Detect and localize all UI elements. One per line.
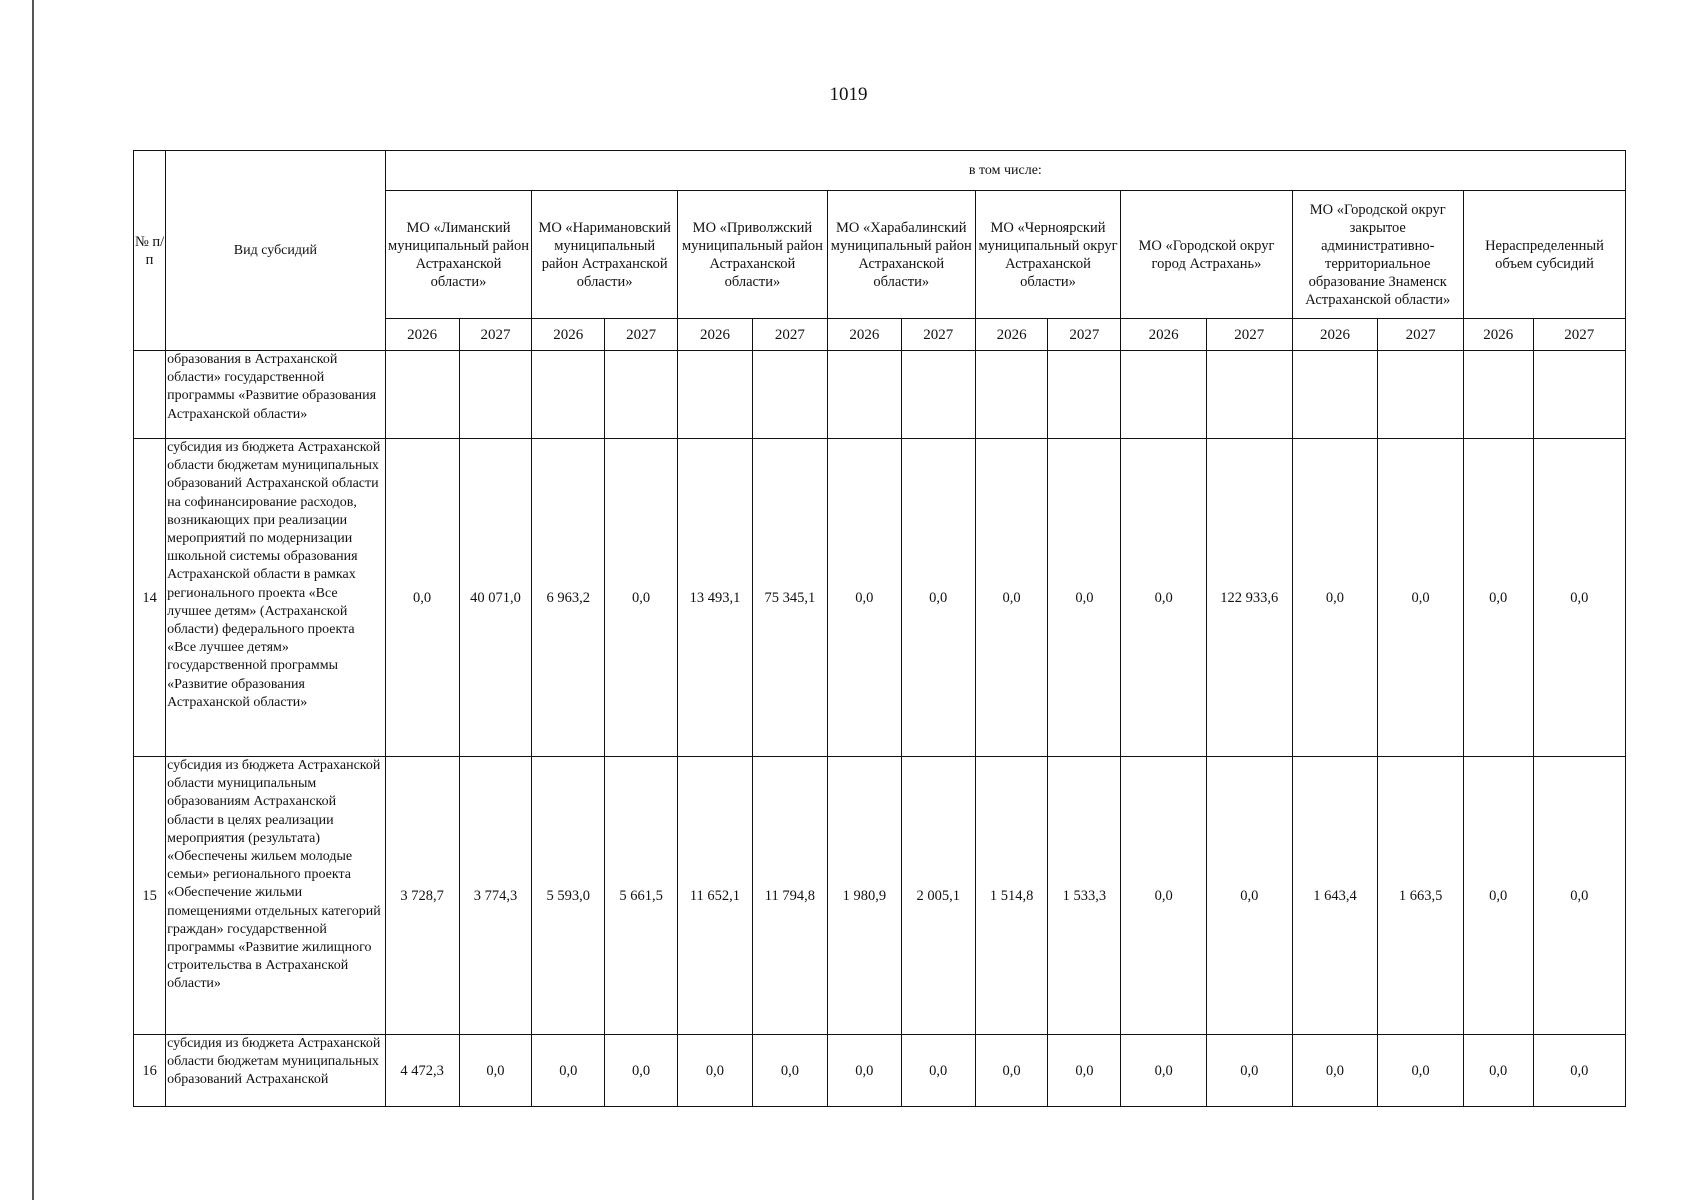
row-description: субсидия из бюджета Астраханской области муниципальным образованиям Астраханской области в целях реализации мероприятия (результата) «Обеспечены жильем молодые семьи» регионального проекта «Обеспечение жильми помещениями отдельных категорий граждан» государственной программы «Развитие жилищного строительства в Астраханской области» xyxy=(166,757,386,1035)
value-cell: 2 005,1 xyxy=(901,757,975,1035)
value-cell: 13 493,1 xyxy=(677,439,752,757)
year-header: 2026 xyxy=(1121,319,1207,351)
value-cell: 0,0 xyxy=(1121,439,1207,757)
value-cell: 1 533,3 xyxy=(1048,757,1121,1035)
value-cell: 1 663,5 xyxy=(1378,757,1464,1035)
value-cell: 0,0 xyxy=(1121,1035,1207,1107)
year-header: 2026 xyxy=(385,319,459,351)
value-cell: 5 661,5 xyxy=(605,757,678,1035)
value-cell xyxy=(1121,351,1207,439)
value-cell: 0,0 xyxy=(827,1035,901,1107)
header-org-narimanovsky: МО «Наримановский муниципальный район Астраханской области» xyxy=(532,191,678,319)
value-cell: 0,0 xyxy=(975,439,1048,757)
table-row xyxy=(134,1035,1626,1107)
value-cell xyxy=(752,351,827,439)
year-header: 2027 xyxy=(901,319,975,351)
value-cell: 3 774,3 xyxy=(459,757,532,1035)
value-cell: 5 593,0 xyxy=(532,757,605,1035)
header-org-limansky: МО «Лиманский муниципальный район Астраханской области» xyxy=(385,191,532,319)
value-cell: 0,0 xyxy=(1206,757,1292,1035)
value-cell: 0,0 xyxy=(1533,1035,1625,1107)
year-header: 2027 xyxy=(459,319,532,351)
row-num: 15 xyxy=(134,757,166,1035)
value-cell: 1 643,4 xyxy=(1292,757,1378,1035)
value-cell: 75 345,1 xyxy=(752,439,827,757)
value-cell: 122 933,6 xyxy=(1206,439,1292,757)
value-cell xyxy=(827,351,901,439)
value-cell: 11 794,8 xyxy=(752,757,827,1035)
value-cell xyxy=(1378,351,1464,439)
value-cell: 0,0 xyxy=(459,1035,532,1107)
value-cell xyxy=(1463,351,1533,439)
header-org-astrakhan-city: МО «Городской округ город Астрахань» xyxy=(1121,191,1292,319)
value-cell: 0,0 xyxy=(1292,439,1378,757)
value-cell: 0,0 xyxy=(385,439,459,757)
value-cell: 0,0 xyxy=(1533,757,1625,1035)
value-cell: 1 514,8 xyxy=(975,757,1048,1035)
value-cell: 0,0 xyxy=(1292,1035,1378,1107)
value-cell: 0,0 xyxy=(901,439,975,757)
value-cell: 0,0 xyxy=(827,439,901,757)
value-cell xyxy=(1206,351,1292,439)
row-num: 16 xyxy=(134,1035,166,1107)
value-cell: 0,0 xyxy=(1533,439,1625,757)
row-num: 14 xyxy=(134,439,166,757)
value-cell xyxy=(532,351,605,439)
value-cell xyxy=(901,351,975,439)
value-cell: 4 472,3 xyxy=(385,1035,459,1107)
header-org-chernoyarsky: МО «Черноярский муниципальный округ Астраханской области» xyxy=(975,191,1121,319)
value-cell xyxy=(677,351,752,439)
value-cell: 0,0 xyxy=(1378,1035,1464,1107)
year-header: 2026 xyxy=(1292,319,1378,351)
value-cell: 0,0 xyxy=(1048,1035,1121,1107)
subsidy-table xyxy=(133,150,1626,1107)
value-cell xyxy=(385,351,459,439)
value-cell xyxy=(459,351,532,439)
value-cell xyxy=(605,351,678,439)
year-header: 2027 xyxy=(1048,319,1121,351)
year-header: 2027 xyxy=(1206,319,1292,351)
binding-line xyxy=(32,0,34,1200)
value-cell: 6 963,2 xyxy=(532,439,605,757)
header-group: в том числе: xyxy=(385,151,1625,191)
value-cell xyxy=(1048,351,1121,439)
table-row xyxy=(134,757,1626,1035)
value-cell: 0,0 xyxy=(901,1035,975,1107)
year-header: 2027 xyxy=(1378,319,1464,351)
header-num: № п/п xyxy=(134,151,166,351)
year-header: 2027 xyxy=(605,319,678,351)
value-cell: 0,0 xyxy=(605,1035,678,1107)
value-cell: 0,0 xyxy=(532,1035,605,1107)
value-cell xyxy=(1292,351,1378,439)
value-cell xyxy=(975,351,1048,439)
header-org-znamensk: МО «Городской округ закрытое административно-территориальное образование Знаменск Астраханской области» xyxy=(1292,191,1463,319)
value-cell: 0,0 xyxy=(752,1035,827,1107)
year-header: 2027 xyxy=(1533,319,1625,351)
header-org-kharabalinsky: МО «Харабалинский муниципальный район Астраханской области» xyxy=(827,191,975,319)
year-header: 2026 xyxy=(975,319,1048,351)
value-cell xyxy=(1533,351,1625,439)
value-cell: 0,0 xyxy=(1206,1035,1292,1107)
value-cell: 3 728,7 xyxy=(385,757,459,1035)
year-header: 2026 xyxy=(827,319,901,351)
header-org-privolzhsky: МО «Приволжский муниципальный район Астраханской области» xyxy=(677,191,827,319)
page-number: 1019 xyxy=(829,84,868,105)
header-subsidy-type: Вид субсидий xyxy=(166,151,386,351)
value-cell: 1 980,9 xyxy=(827,757,901,1035)
value-cell: 0,0 xyxy=(605,439,678,757)
value-cell: 0,0 xyxy=(1463,439,1533,757)
value-cell: 0,0 xyxy=(1463,1035,1533,1107)
row-description: образования в Астраханской области» государственной программы «Развитие образования Астраханской области» xyxy=(166,351,386,439)
row-description: субсидия из бюджета Астраханской области бюджетам муниципальных образований Астраханской области на софинансирование расходов, возникающих при реализации мероприятий по модернизации школьной системы образования Астраханской области в рамках регионального проекта «Все лучшее детям» (Астраханской области) федерального проекта «Все лучшее детям» государственной программы «Развитие образования Астраханской области» xyxy=(166,439,386,757)
year-header: 2026 xyxy=(532,319,605,351)
value-cell: 0,0 xyxy=(677,1035,752,1107)
value-cell: 11 652,1 xyxy=(677,757,752,1035)
year-header: 2026 xyxy=(1463,319,1533,351)
row-num xyxy=(134,351,166,439)
year-header: 2026 xyxy=(677,319,752,351)
value-cell: 0,0 xyxy=(1048,439,1121,757)
value-cell: 0,0 xyxy=(1121,757,1207,1035)
value-cell: 0,0 xyxy=(1463,757,1533,1035)
value-cell: 40 071,0 xyxy=(459,439,532,757)
value-cell: 0,0 xyxy=(1378,439,1464,757)
header-org-unallocated: Нераспределенный объем субсидий xyxy=(1463,191,1625,319)
row-description: субсидия из бюджета Астраханской области бюджетам муниципальных образований Астраханской xyxy=(166,1035,386,1107)
table-row xyxy=(134,351,1626,439)
value-cell: 0,0 xyxy=(975,1035,1048,1107)
table-row xyxy=(134,439,1626,757)
year-header: 2027 xyxy=(752,319,827,351)
